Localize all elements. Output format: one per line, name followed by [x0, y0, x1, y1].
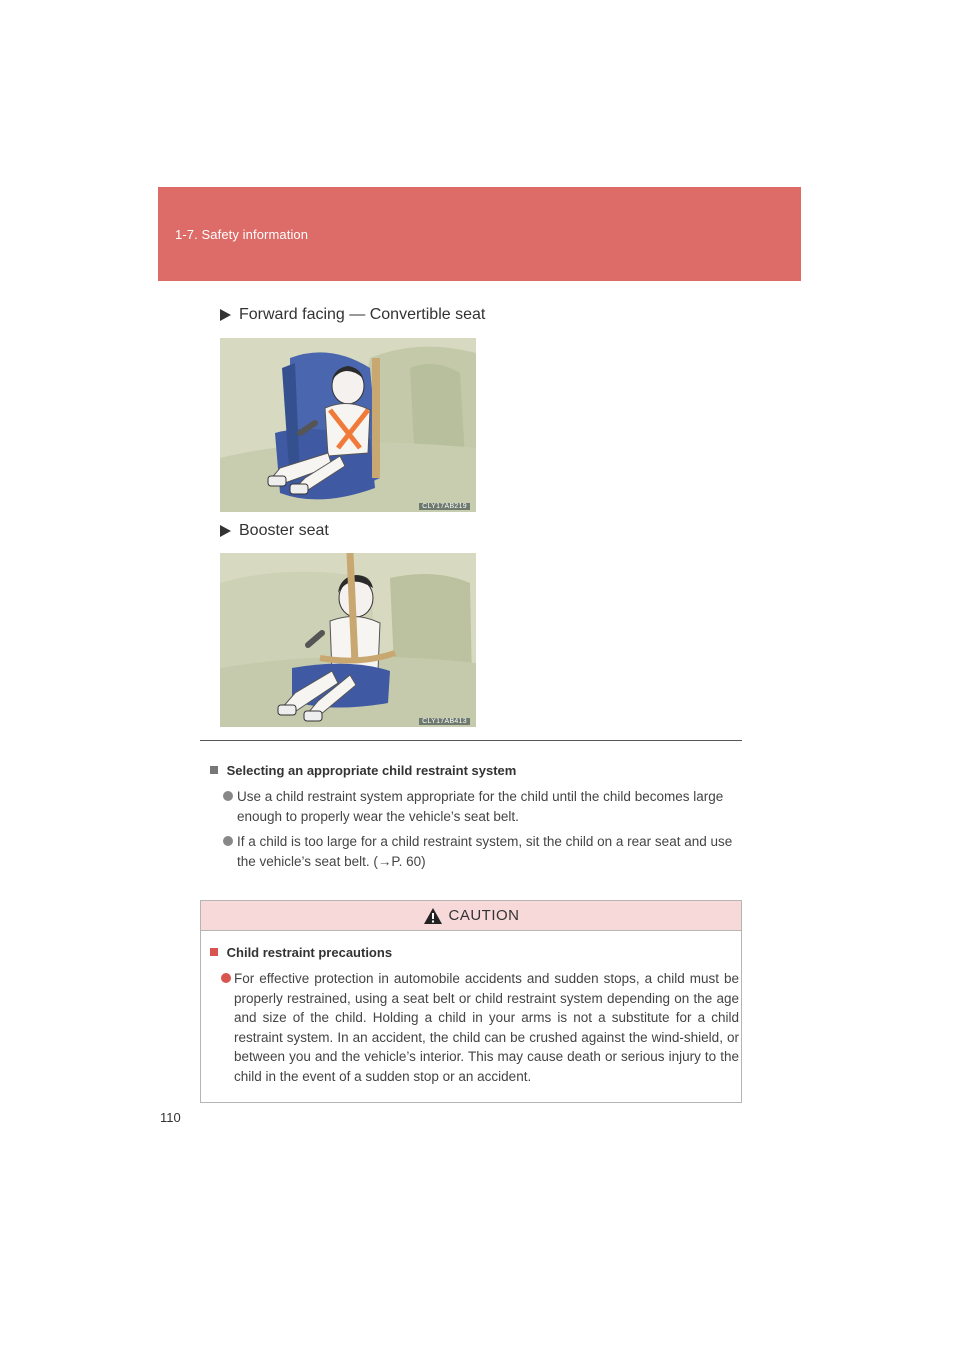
note-heading-text: Selecting an appropriate child restraint system — [226, 763, 517, 778]
convertible-seat-drawing — [220, 338, 476, 512]
note-heading — [210, 763, 516, 778]
item-label-text: Booster seat — [239, 522, 329, 539]
square-bullet-icon — [210, 766, 218, 774]
circle-bullet-icon — [223, 791, 233, 801]
caution-bullet-text: For effective protection in automobile accidents and sudden stops, a child must be properly restrained, using a seat belt or child restraint system depending on the age and size of the child. Holding a child in your arms is not a substitute for a child restraint system. In an accident, the child can be crushed against the wind-shield, or between you and the vehicle’s interior. This may cause death or serious injury to the child in the event of a sudden stop or an accident. — [234, 971, 739, 1084]
caution-subheading-text: Child restraint precautions — [226, 945, 393, 960]
figure-code: CLY17AB219 — [419, 503, 470, 510]
note-bullet-text: Use a child restraint system appropriate for the child until the child becomes large enough to properly wear the vehicle’s seat belt. — [237, 789, 724, 824]
booster-seat-drawing — [220, 553, 476, 727]
item-label-booster-seat — [220, 522, 329, 540]
circle-bullet-icon — [221, 973, 231, 983]
note-bullet — [225, 832, 740, 872]
triangle-bullet-icon — [220, 525, 231, 537]
caution-title: CAUTION — [448, 907, 520, 924]
caution-subheading — [210, 945, 392, 960]
booster-seat-illustration — [220, 553, 476, 727]
circle-bullet-icon — [223, 836, 233, 846]
item-label-text: Forward facing — Convertible seat — [239, 306, 486, 323]
header-band — [158, 187, 801, 281]
caution-box — [200, 900, 742, 1103]
page-number: 110 — [160, 1110, 181, 1125]
caution-bullet — [221, 969, 739, 1086]
section-divider — [200, 740, 742, 741]
warning-triangle-icon — [423, 907, 443, 925]
square-bullet-icon — [210, 948, 218, 956]
note-bullet-text: If a child is too large for a child restraint system, sit the child on a rear seat and use the vehicle’s seat belt. (→P. 60) — [237, 834, 733, 869]
section-title: 1-7. Safety information — [175, 227, 309, 242]
convertible-seat-illustration — [220, 338, 476, 512]
item-label-convertible-seat — [220, 306, 485, 324]
note-bullet — [225, 787, 740, 827]
caution-header — [201, 901, 741, 931]
figure-code: CLY17AB413 — [419, 718, 470, 725]
triangle-bullet-icon — [220, 309, 231, 321]
